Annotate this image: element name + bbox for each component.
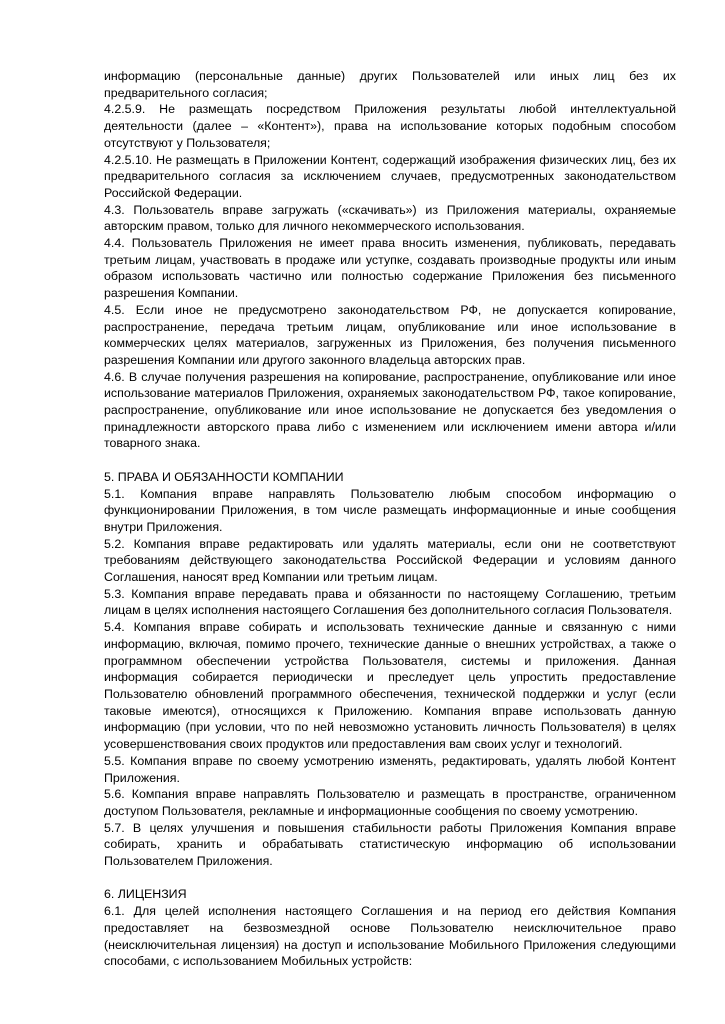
paragraph-4-3: 4.3. Пользователь вправе загружать («скачивать») из Приложения материалы, охраняемые авторским правом, только для личного некоммерческого использования. — [104, 202, 676, 234]
paragraph-5-3: 5.3. Компания вправе передавать права и обязанности по настоящему Соглашению, третьим лицам в целях исполнения настоящего Соглашения без дополнительного согласия Пользователя. — [104, 586, 676, 618]
paragraph-5-6: 5.6. Компания вправе направлять Пользователю и размещать в пространстве, ограниченном доступом Пользователя, рекламные и информационные сообщения по своему усмотрению. — [104, 787, 676, 818]
paragraph-5-5: 5.5. Компания вправе по своему усмотрению изменять, редактировать, удалять любой Контент Приложения. — [104, 753, 676, 785]
paragraph-4-2-5-10: 4.2.5.10. Не размещать в Приложении Контент, содержащий изображения физических лиц, без их предварительного согласия за исключением случаев, предусмотренных законодательством Российской Федерации. — [104, 152, 676, 200]
paragraph-4-5: 4.5. Если иное не предусмотрено законодательством РФ, не допускается копирование, распространение, передача третьим лицам, опубликование или иное использование в коммерческих целях материалов, загруженных из Приложения, без получения письменного разрешения Компании или другого законного владельца авторских прав. — [104, 302, 676, 367]
paragraph-4-2-5-9: 4.2.5.9. Не размещать посредством Приложения результаты любой интеллектуальной деятельности (далее – «Контент»), права на использование которых подобным способом отсутствуют у Пользователя; — [104, 102, 676, 150]
section-5-heading: 5. ПРАВА И ОБЯЗАННОСТИ КОМПАНИИ — [104, 469, 344, 484]
paragraph-6-1: 6.1. Для целей исполнения настоящего Соглашения и на период его действия Компания предоставляет на безвозмездной основе Пользователю неисключительное право (неисключительная лицензия) на доступ и использование Мобильного Приложения следующими способами, с использованием Мобильных устройств: — [104, 904, 676, 969]
paragraph-5-7: 5.7. В целях улучшения и повышения стабильности работы Приложения Компания вправе собирать, хранить и обрабатывать статистическую информацию об использовании Пользователем Приложения. — [104, 820, 676, 869]
paragraph-4-6: 4.6. В случае получения разрешения на копирование, распространение, опубликование или иное использование материалов Приложения, охраняемых законодательством РФ, такое копирование, распространение, опубликование или иное использование не допускается без уведомления о принадлежности авторского права либо с изменением или исключением имени автора и/или товарного знака. — [104, 369, 676, 451]
document-page — [104, 68, 676, 970]
paragraph-5-4: 5.4. Компания вправе собирать и использовать технические данные и связанную с ними информацию, включая, помимо прочего, технические данные о внешних устройствах, а также о программном обеспечении устройства Пользователя, системы и приложения. Данная информация собирается периодически и преследует цель упростить предоставление Пользователю обновлений программного обеспечения, технической поддержки и услуг (если таковые имеются), относящихся к Приложению. Компания вправе использовать данную информацию (при условии, что по ней невозможно установить личность Пользователя) в целях усовершенствования своих продуктов или предоставления вам своих услуг и технологий. — [104, 620, 676, 752]
paragraph-5-2: 5.2. Компания вправе редактировать или удалять материалы, если они не соответствуют требованиям действующего законодательства Российской Федерации и условиям данного Соглашения, наносят вред Компании или третьим лицам. — [104, 536, 676, 585]
paragraph-personal-data-consent: информацию (персональные данные) других Пользователей или иных лиц без их предварительного согласия; — [104, 69, 676, 100]
paragraph-5-1: 5.1. Компания вправе направлять Пользователю любым способом информацию о функционировании Приложения, в том числе размещать информационные и иные сообщения внутри Приложения. — [104, 486, 676, 534]
section-6-heading: 6. ЛИЦЕНЗИЯ — [104, 887, 187, 902]
paragraph-4-4: 4.4. Пользователь Приложения не имеет права вносить изменения, публиковать, передавать третьим лицам, участвовать в продаже или уступке, создавать производные продукты или иным образом использовать частично или полностью содержание Приложения без письменного разрешения Компании. — [104, 236, 676, 301]
